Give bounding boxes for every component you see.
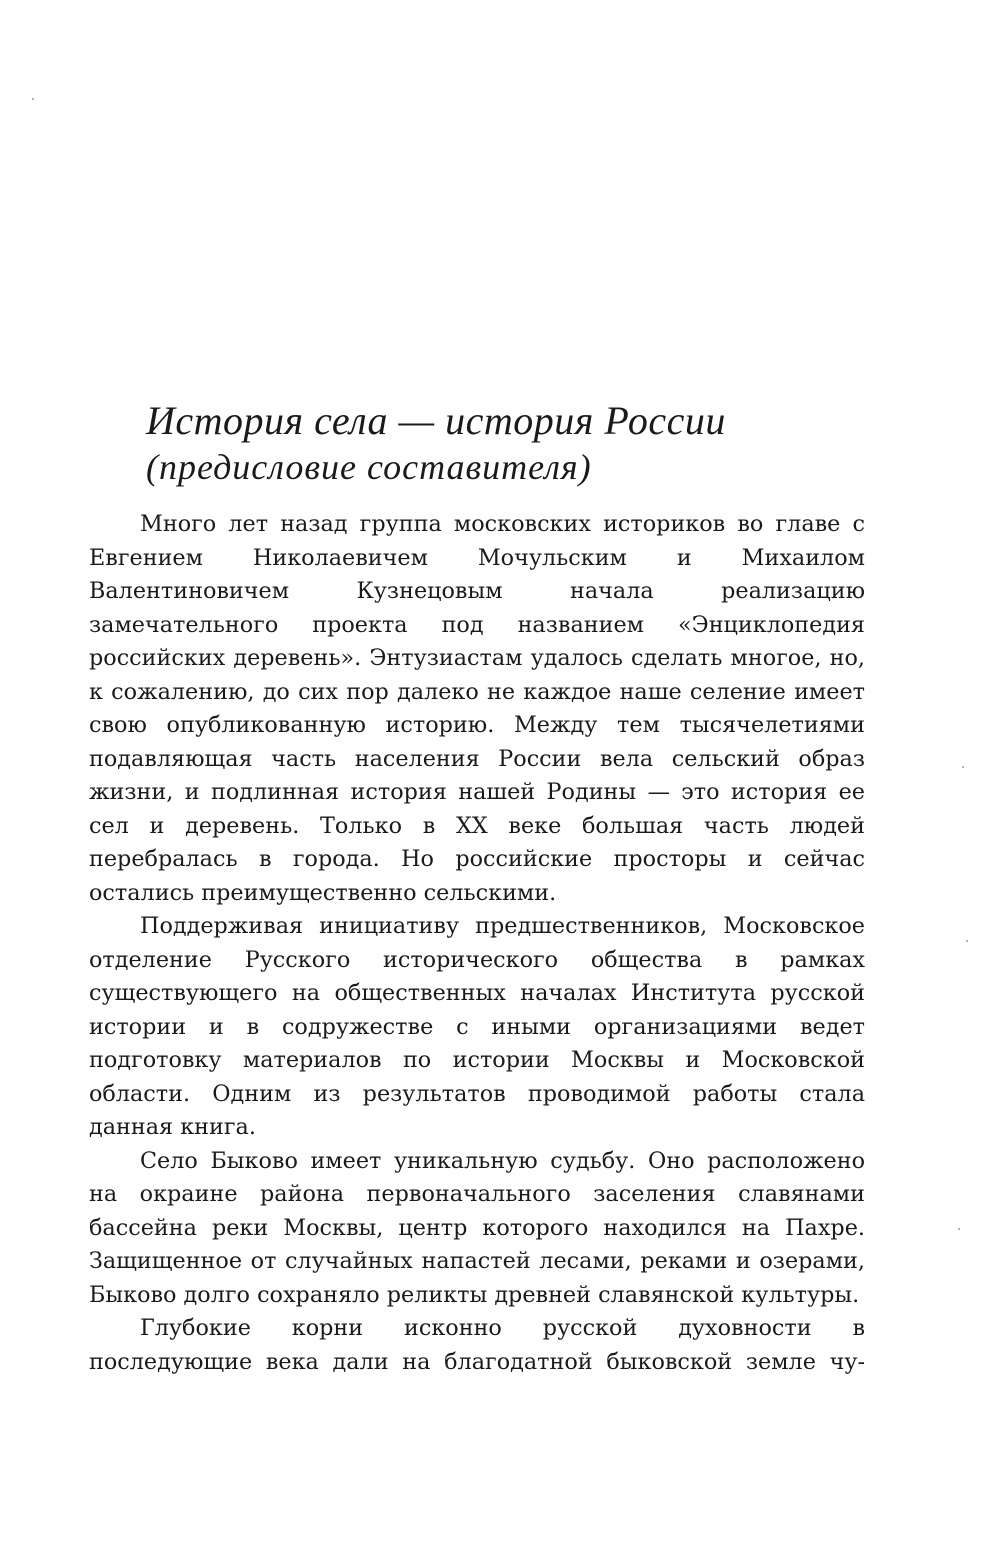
scan-speck	[966, 940, 968, 942]
scan-speck	[32, 98, 34, 100]
chapter-heading	[146, 398, 866, 488]
paragraph: Много лет назад группа московских историков во главе с Евгением Николаевичем Мочульским и Михаилом Валентиновичем Кузнецовым начала реализацию замечательного проекта под названием «Энциклопедия российских деревень». Энтузиастам удалось сделать многое, но, к сожалению, до сих пор далеко не каждое наше селение имеет свою опубликованную историю. Между тем тысячелетиями подавляющая часть населения России вела сельский образ жизни, и подлинная история нашей Родины — это история ее сел и деревень. Только в XX веке большая часть людей перебралась в города. Но российские просторы и сейчас остались преимущественно сельскими.	[89, 511, 865, 906]
body-text	[89, 508, 865, 1379]
scan-speck	[962, 766, 964, 768]
paragraph: Глубокие корни исконно русской духовности в последующие века дали на благодатной быковской земле чу-	[89, 1315, 865, 1375]
scan-speck	[958, 1228, 960, 1230]
chapter-subtitle: (предисловие составителя)	[146, 447, 592, 487]
paragraph: Село Быково имеет уникальную судьбу. Оно расположено на окраине района первоначального заселения славянами бассейна реки Москвы, центр которого находился на Пахре. Защищенное от случайных напастей лесами, реками и озерами, Быково долго сохраняло реликты древней славянской культуры.	[89, 1147, 865, 1308]
paragraph: Поддерживая инициативу предшественников, Московское отделение Русского исторического общества в рамках существующего на общественных началах Института русской истории и в содружестве с иными организациями ведет подготовку материалов по истории Москвы и Московской области. Одним из результатов проводимой работы стала данная книга.	[89, 913, 865, 1140]
chapter-title: История села — история России	[146, 398, 726, 443]
